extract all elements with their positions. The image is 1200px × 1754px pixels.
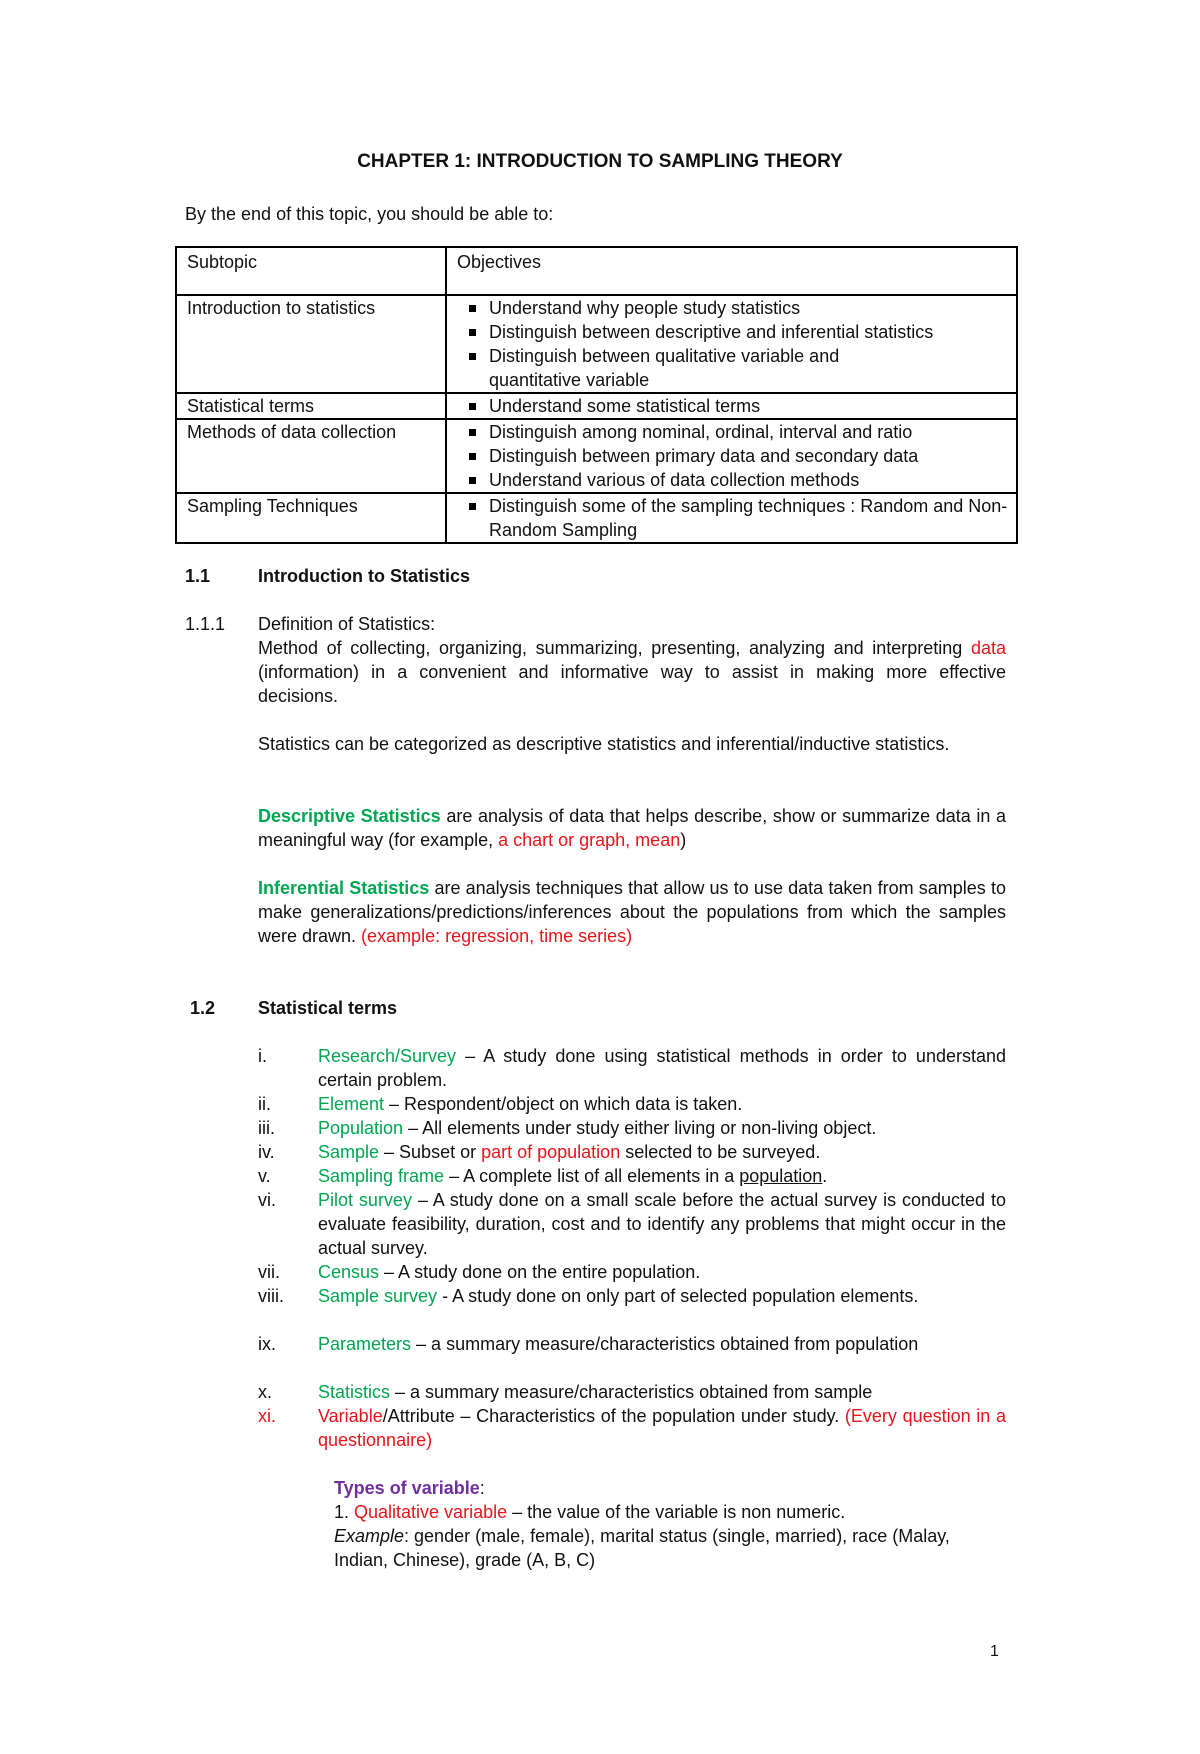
list-item: Understand some statistical terms bbox=[457, 394, 1008, 418]
term-item: Statistics – a summary measure/characteristics obtained from sample bbox=[318, 1382, 873, 1402]
section-number: 1.2 bbox=[190, 998, 216, 1018]
list-item: Distinguish between qualitative variable and quantitative variable bbox=[457, 344, 1008, 392]
chapter-title: CHAPTER 1: INTRODUCTION TO SAMPLING THEORY bbox=[357, 151, 843, 172]
page-number: 1 bbox=[990, 1643, 999, 1660]
term-item: Sample survey - A study done on only part of selected population elements. bbox=[318, 1286, 919, 1306]
list-item: Understand various of data collection methods bbox=[457, 468, 1008, 492]
term-item: Research/Survey – A study done using statistical methods in order to understand certain problem. bbox=[318, 1046, 1006, 1090]
term-number: i. bbox=[258, 1046, 267, 1066]
term-item: Parameters – a summary measure/characteristics obtained from population bbox=[318, 1334, 919, 1354]
table-row bbox=[176, 295, 1017, 393]
term-number: iii. bbox=[258, 1118, 275, 1138]
example-text: Example: gender (male, female), marital status (single, married), race (Malay, Indian, Chinese), grade (A, B, C) bbox=[334, 1526, 950, 1570]
categorized-paragraph: Statistics can be categorized as descriptive statistics and inferential/inductive statistics. bbox=[258, 734, 950, 754]
table-cell-subtopic: Methods of data collection bbox=[176, 419, 446, 493]
table-cell-objectives bbox=[446, 393, 1017, 419]
table-cell-subtopic: Sampling Techniques bbox=[176, 493, 446, 543]
table-row bbox=[176, 393, 1017, 419]
term-number: x. bbox=[258, 1382, 273, 1402]
term-number: vii. bbox=[258, 1262, 280, 1282]
table-cell-objectives bbox=[446, 295, 1017, 393]
list-item: Understand why people study statistics bbox=[457, 296, 1008, 320]
table-cell-subtopic: Introduction to statistics bbox=[176, 295, 446, 393]
table-header-row bbox=[176, 247, 1017, 295]
list-item: Distinguish among nominal, ordinal, interval and ratio bbox=[457, 420, 1008, 444]
term-item: Sample – Subset or part of population selected to be surveyed. bbox=[318, 1142, 821, 1162]
descriptive-paragraph: Descriptive Statistics are analysis of data that helps describe, show or summarize data in a meaningful way (for example, a chart or graph, mean) bbox=[258, 806, 1006, 850]
term-item: Element – Respondent/object on which data is taken. bbox=[318, 1094, 743, 1114]
term-item: Pilot survey – A study done on a small scale before the actual survey is conducted to evaluate feasibility, duration, cost and to identify any problems that might occur in the actual survey. bbox=[318, 1190, 1006, 1258]
subsection-number: 1.1.1 bbox=[185, 614, 226, 634]
term-number: iv. bbox=[258, 1142, 275, 1162]
term-number: v. bbox=[258, 1166, 271, 1186]
section-title: Introduction to Statistics bbox=[258, 566, 471, 586]
table-cell-subtopic: Statistical terms bbox=[176, 393, 446, 419]
term-item: Census – A study done on the entire population. bbox=[318, 1262, 701, 1282]
list-item: Distinguish between primary data and secondary data bbox=[457, 444, 1008, 468]
table-header-subtopic: Subtopic bbox=[176, 247, 446, 295]
term-number: viii. bbox=[258, 1286, 284, 1306]
section-number: 1.1 bbox=[185, 566, 211, 586]
subsection-title: Definition of Statistics: bbox=[258, 614, 436, 634]
section-title: Statistical terms bbox=[258, 998, 398, 1018]
term-number: vi. bbox=[258, 1190, 276, 1210]
table-cell-objectives bbox=[446, 419, 1017, 493]
inferential-paragraph: Inferential Statistics are analysis techniques that allow us to use data taken from samples to make generalizations/predictions/inferences about the populations from which the samples were drawn. (example: regression, time series) bbox=[258, 878, 1006, 946]
term-number: xi. bbox=[258, 1406, 276, 1426]
term-number: ix. bbox=[258, 1334, 276, 1354]
table-row bbox=[176, 493, 1017, 543]
qualitative-variable: 1. Qualitative variable – the value of the variable is non numeric. bbox=[334, 1502, 846, 1522]
table-row bbox=[176, 419, 1017, 493]
intro-text: By the end of this topic, you should be able to: bbox=[185, 204, 554, 224]
term-number: ii. bbox=[258, 1094, 271, 1114]
term-item: Sampling frame – A complete list of all elements in a population. bbox=[318, 1166, 828, 1186]
types-heading: Types of variable: bbox=[334, 1478, 485, 1498]
list-item: Distinguish some of the sampling techniques : Random and Non-Random Sampling bbox=[457, 494, 1008, 542]
term-item: Variable/Attribute – Characteristics of the population under study. (Every question in a questionnaire) bbox=[318, 1406, 1006, 1450]
table-header-objectives: Objectives bbox=[446, 247, 1017, 295]
term-item: Population – All elements under study either living or non-living object. bbox=[318, 1118, 877, 1138]
definition-paragraph: Method of collecting, organizing, summarizing, presenting, analyzing and interpreting data (information) in a convenient and informative way to assist in making more effective decisions. bbox=[258, 638, 1006, 706]
list-item: Distinguish between descriptive and inferential statistics bbox=[457, 320, 1008, 344]
objectives-table bbox=[175, 246, 1018, 544]
table-cell-objectives bbox=[446, 493, 1017, 543]
